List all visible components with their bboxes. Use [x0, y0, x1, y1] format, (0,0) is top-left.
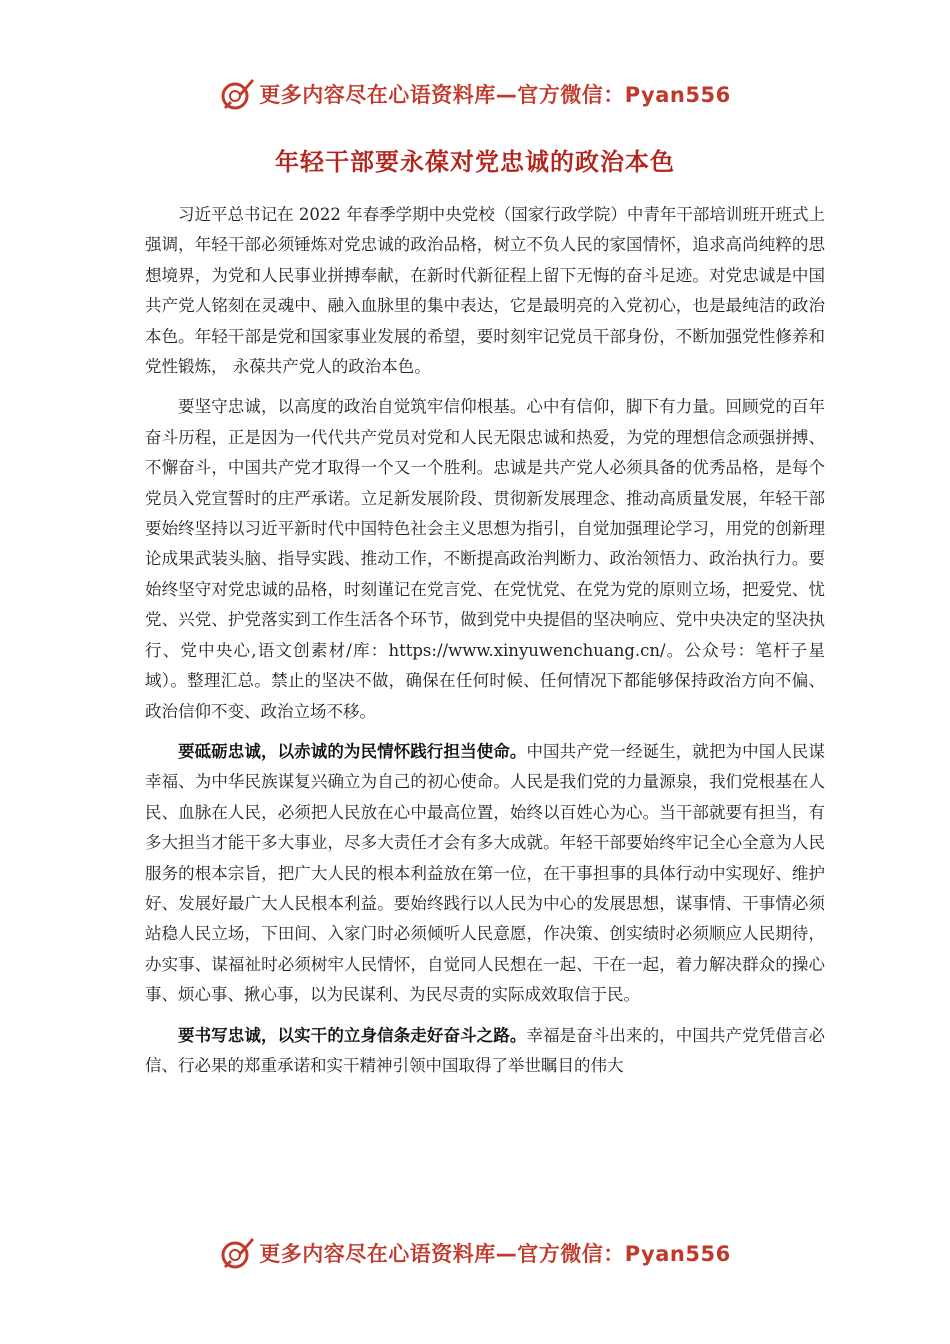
- paragraph-1-text: 习近平总书记在 2022 年春季学期中央党校（国家行政学院）中青年干部培训班开班式上强调，年轻干部必须锤炼对党忠诚的政治品格，树立不负人民的家国情怀，追求高尚纯粹的思想境界，为党和人民事业拼搏奉献，在新时代新征程上留下无悔的奋斗足迹。对党忠诚是中国共产党人铭刻在灵魂中、融入血脉里的集中表达，它是最明亮的入党初心，也是最纯洁的政治本色。年轻干部是党和国家事业发展的希望，要时刻牢记党员干部身份，不断加强党性修养和党性锻炼， 永葆共产党人的政治本色。: [145, 205, 825, 377]
- paragraph-4: [145, 1021, 825, 1082]
- paragraph-4-lead: 要书写忠诚，以实干的立身信条走好奋斗之路。: [178, 1025, 527, 1045]
- document-body: [145, 200, 825, 1091]
- footer-banner: [0, 1233, 950, 1273]
- pen-logo-icon: [219, 1235, 255, 1271]
- banner-text: 更多内容尽在心语资料库—官方微信：Pyan556: [259, 83, 731, 107]
- paragraph-3-lead: 要砥砺忠诚，以赤诚的为民情怀践行担当使命。: [178, 741, 527, 761]
- pen-logo-icon: [219, 76, 255, 112]
- paragraph-3-text: 中国共产党一经诞生，就把为中国人民谋幸福、为中华民族谋复兴确立为自己的初心使命。人民是我们党的力量源泉，我们党根基在人民、血脉在人民，必须把人民放在心中最高位置，始终以百姓心为心。当干部就要有担当，有多大担当才能干多大事业，尽多大责任才会有多大成就。年轻干部要始终牢记全心全意为人民服务的根本宗旨，把广大人民的根本利益放在第一位，在干事担事的具体行动中实现好、维护好、发展好最广大人民根本利益。要始终践行以人民为中心的发展思想，谋事情、干事情必须站稳人民立场，下田间、入家门时必须倾听人民意愿，作决策、创实绩时必须顺应人民期待，办实事、谋福祉时必须树牢人民情怀，自觉同人民想在一起、干在一起，着力解决群众的操心事、烦心事、揪心事，以为民谋利、为民尽责的实际成效取信于民。: [145, 741, 826, 1005]
- paragraph-4-text: 幸福是奋斗出来的，中国共产党凭借言必信、行必果的郑重承诺和实干精神引领中国取得了举世瞩目的伟大: [145, 1025, 826, 1075]
- page-title: 年轻干部要永葆对党忠诚的政治本色: [275, 147, 675, 176]
- paragraph-1: [145, 200, 825, 382]
- paragraph-3: [145, 737, 825, 1011]
- paragraph-2-text: 要坚守忠诚，以高度的政治自觉筑牢信仰根基。心中有信仰，脚下有力量。回顾党的百年奋斗历程，正是因为一代代共产党员对党和人民无限忠诚和热爱，为党的理想信念顽强拼搏、不懈奋斗，中国共产党才取得一个又一个胜利。忠诚是共产党人必须具备的优秀品格，是每个党员入党宣誓时的庄严承诺。立足新发展阶段、贯彻新发展理念、推动高质量发展，年轻干部要始终坚持以习近平新时代中国特色社会主义思想为指引，自觉加强理论学习，用党的创新理论成果武装头脑、指导实践、推动工作，不断提高政治判断力、政治领悟力、政治执行力。要始终坚守对党忠诚的品格，时刻谨记在党言党、在党忧党、在党为党的原则立场，把爱党、忧党、兴党、护党落实到工作生活各个环节，做到党中央提倡的坚决响应、党中央决定的坚决执行、党中央心,语文创素材/库：https://www.xinyuwenchuang.cn/。公众号：笔杆子星域）。整理汇总。禁止的坚决不做，确保在任何时候、任何情况下都能够保持政治方向不偏、政治信仰不变、政治立场不移。: [145, 397, 825, 721]
- header-banner: [0, 74, 950, 114]
- paragraph-2: [145, 392, 825, 726]
- banner-text: 更多内容尽在心语资料库—官方微信：Pyan556: [259, 1242, 731, 1266]
